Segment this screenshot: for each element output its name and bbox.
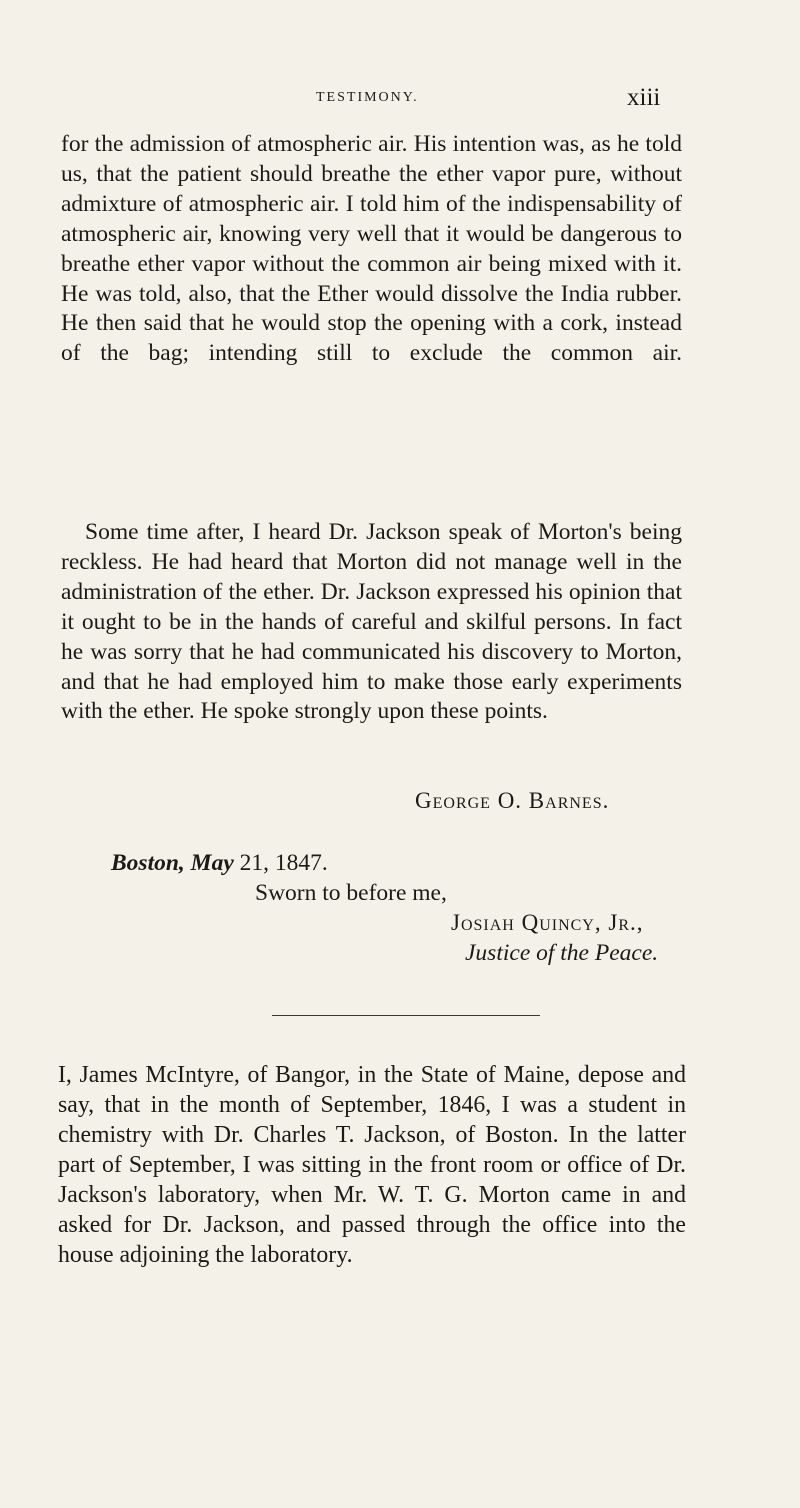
running-head: TESTIMONY. bbox=[316, 90, 419, 105]
sworn-line: Sworn to before me, bbox=[255, 880, 447, 906]
official-title: Justice of the Peace. bbox=[465, 940, 659, 966]
page-number: xiii bbox=[627, 84, 661, 111]
date-month: May bbox=[190, 850, 234, 876]
date-line bbox=[111, 850, 328, 877]
paragraph-ether-vapor: for the admission of atmospheric air. His intention was, as he told us, that the patient should breathe the ether vapor pure, without admixture of atmospheric air. I told him of the indispensability of atmospheric air, knowing very well that it would be dangerous to breathe ether vapor without the common air being mixed with it. He was told, also, that the Ether would dissolve the India rubber. He then said that he would stop the opening with a cork, instead of the bag; intending still to exclude the common air. bbox=[61, 131, 682, 367]
date-rest: 21, 1847. bbox=[239, 850, 328, 876]
paragraph-morton-reckless: Some time after, I heard Dr. Jackson speak of Morton's being reckless. He had heard that Morton did not manage well in the administration of the ether. Dr. Jackson expressed his opinion that it ought to be in the hands of careful and skilful persons. In fact he was sorry that he had communicated his discovery to Morton, and that he had employed him to make those early experiments with the ether. He spoke strongly upon these points. bbox=[61, 519, 682, 725]
section-divider bbox=[272, 1015, 540, 1016]
official-name: Josiah Quincy, Jr., bbox=[451, 910, 644, 935]
paragraph-mcintyre-deposition: I, James McIntyre, of Bangor, in the State of Maine, depose and say, that in the month of September, 1846, I was a student in chemistry with Dr. Charles T. Jackson, of Boston. In the latter part of September, I was sitting in the front room or office of Dr. Jackson's laboratory, when Mr. W. T. G. Morton came in and asked for Dr. Jackson, and passed through the office into the house adjoining the laboratory. bbox=[58, 1062, 686, 1268]
date-place: Boston, bbox=[111, 850, 185, 876]
signature-barnes: George O. Barnes. bbox=[415, 788, 610, 813]
page-header bbox=[0, 84, 800, 118]
